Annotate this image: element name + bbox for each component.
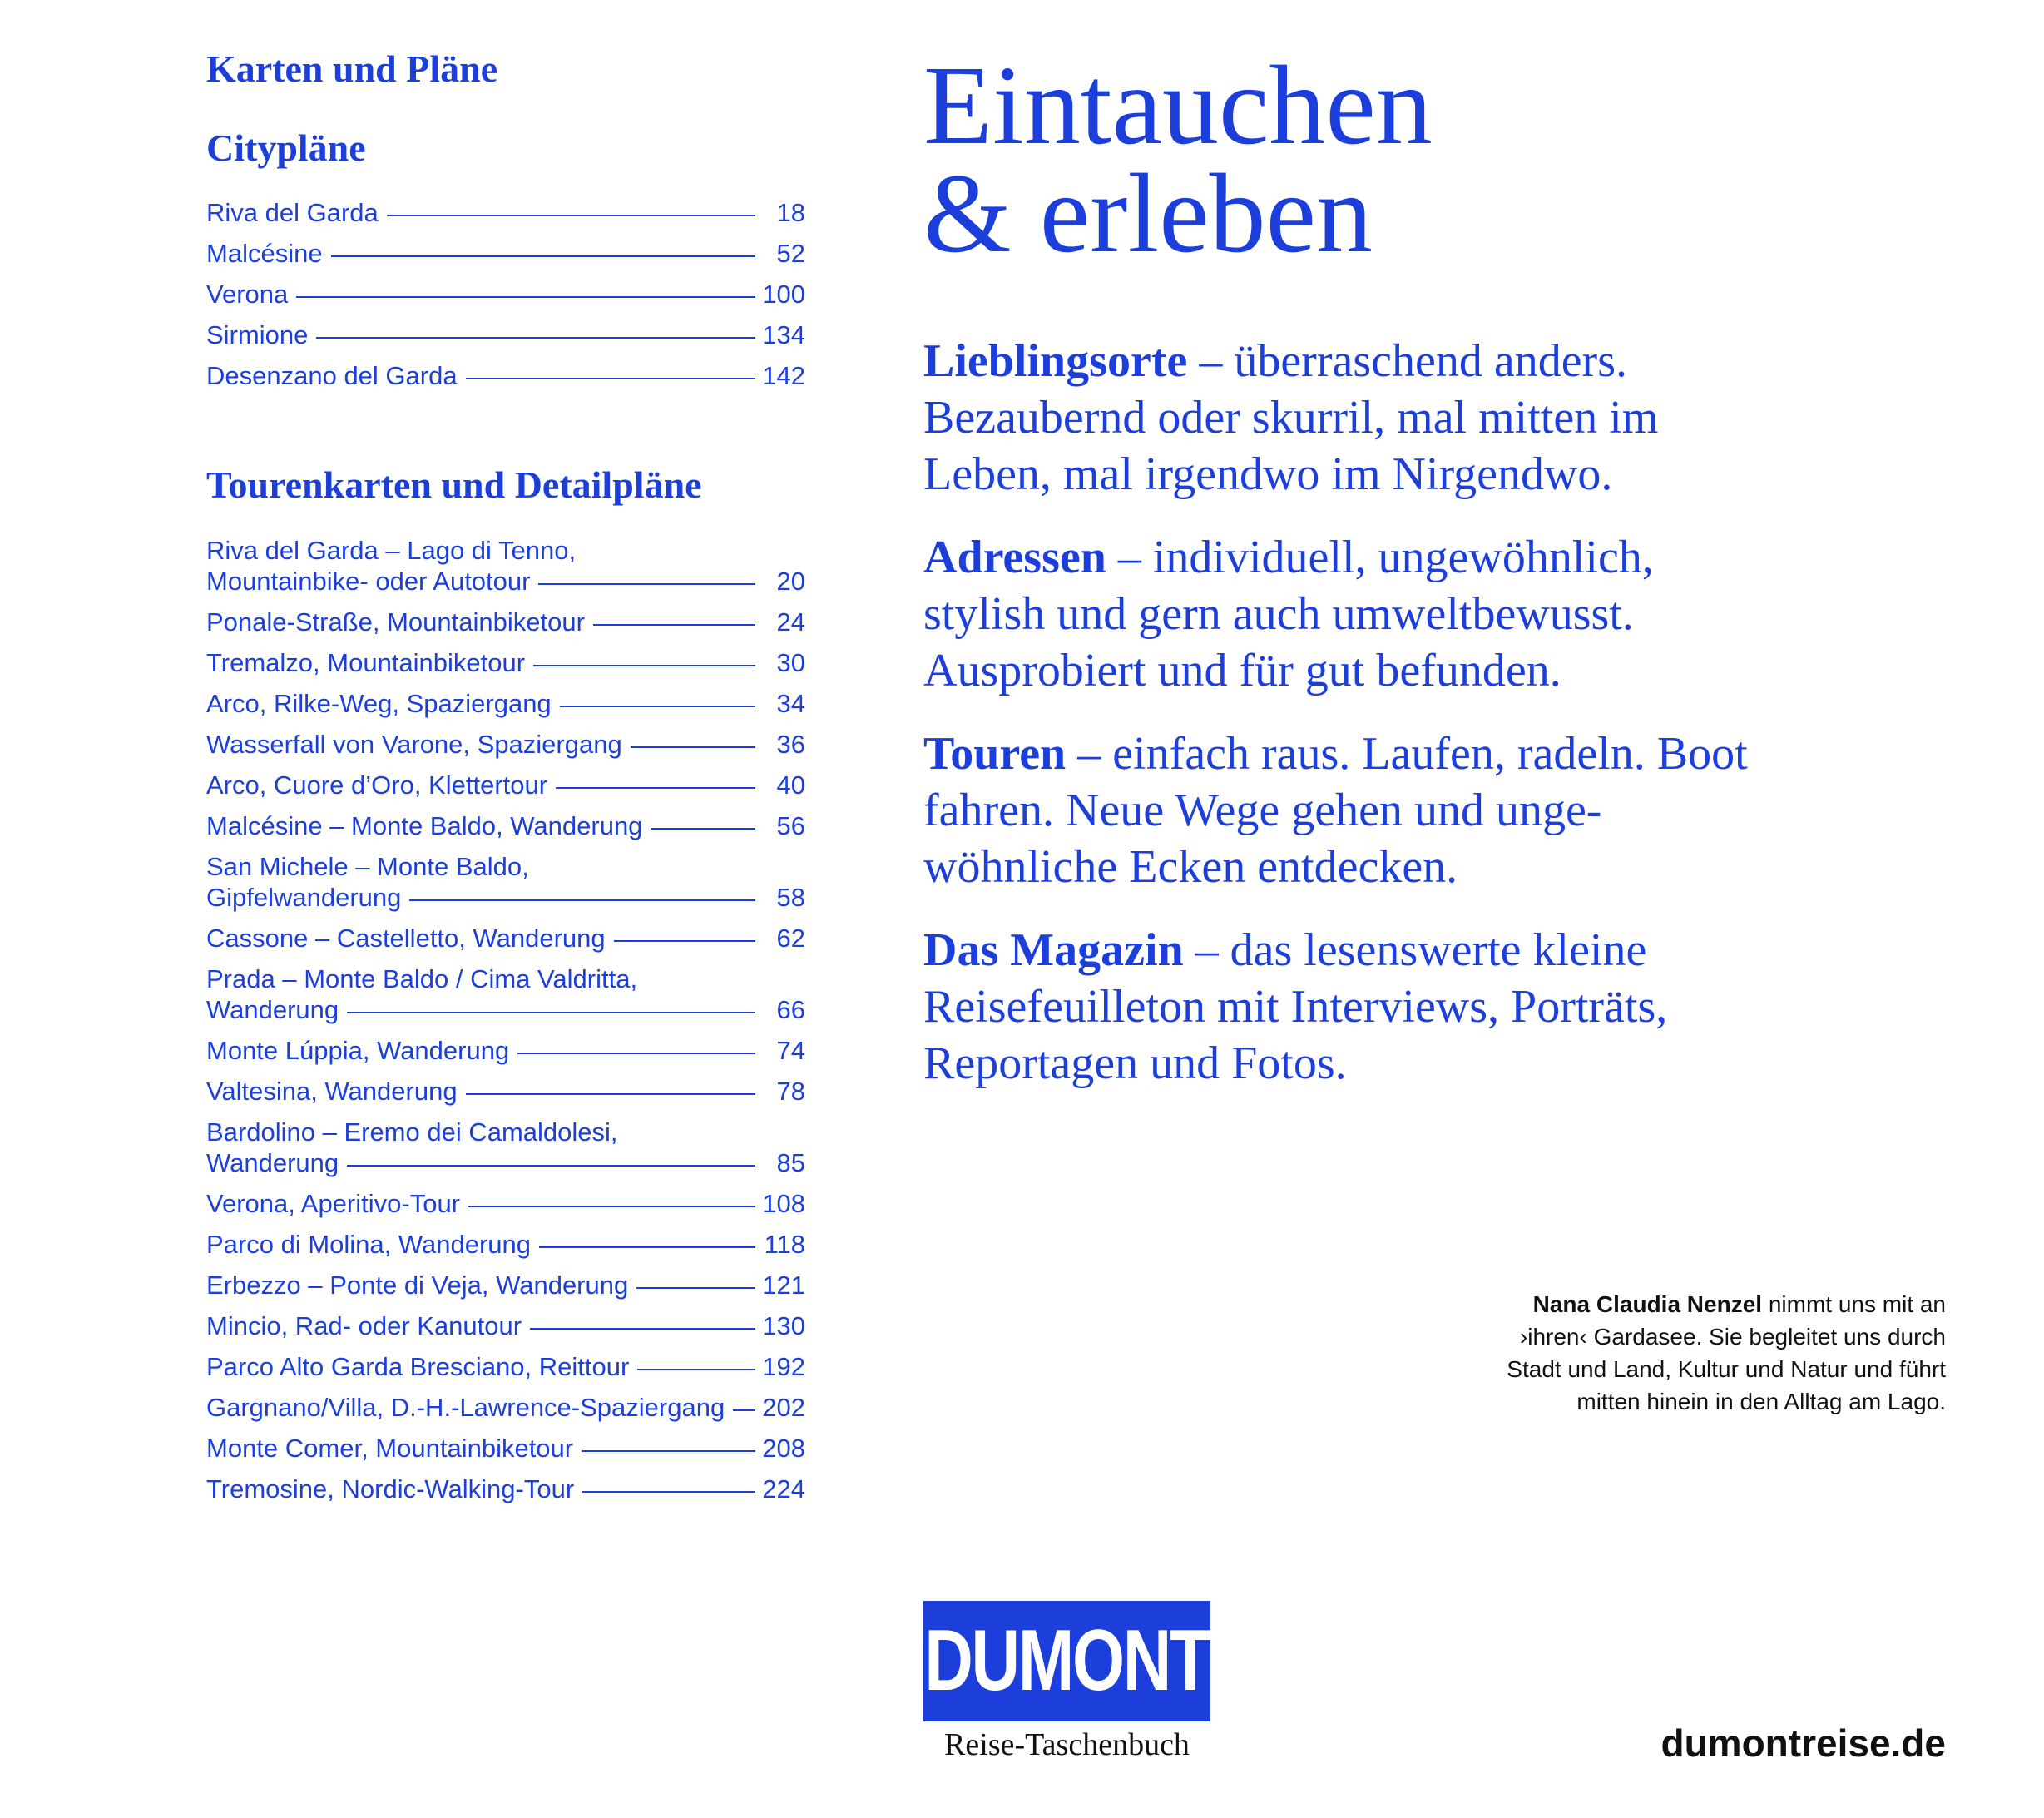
- toc-leader: [651, 828, 755, 830]
- toc-label: Desenzano del Garda: [206, 361, 458, 391]
- toc-page: 224: [762, 1474, 805, 1503]
- toc-leader: [316, 337, 755, 339]
- author-blurb-text: nimmt uns mit an ›ihren‹ Gardasee. Sie begleitet uns durch Stadt und Land, Kultur und Natur und führt mitten hinein in den Alltag am Lago.: [1507, 1291, 1946, 1414]
- toc-row: [206, 535, 805, 607]
- toc-leader: [466, 1093, 755, 1095]
- toc-page: 18: [776, 198, 805, 228]
- toc-label-first-line: Riva del Garda – Lago di Tenno,: [206, 535, 577, 565]
- toc-label: Wanderung: [206, 994, 339, 1024]
- toc-leader: [517, 1053, 755, 1054]
- toc-leader: [614, 940, 755, 942]
- feature-paragraph: [923, 529, 1755, 699]
- toc-row: [206, 923, 805, 963]
- author-name: Nana Claudia Nenzel: [1532, 1291, 1763, 1317]
- toc-row: [206, 810, 805, 851]
- author-blurb: [1480, 1288, 1946, 1418]
- toc-row: [206, 1188, 805, 1229]
- toc-page: 66: [776, 994, 805, 1024]
- feature-paragraph: [923, 922, 1755, 1092]
- tour-maps-list: [206, 535, 805, 1514]
- toc-leader: [533, 665, 755, 666]
- toc-label: Cassone – Castelletto, Wanderung: [206, 923, 606, 953]
- toc-row: [206, 320, 805, 360]
- toc-page: 78: [776, 1076, 805, 1106]
- toc-label: Wanderung: [206, 1147, 339, 1177]
- feature-keyword: Adressen: [923, 532, 1106, 583]
- toc-leader: [593, 624, 755, 626]
- website-url: dumontreise.de: [1660, 1721, 1946, 1765]
- toc-row: [206, 279, 805, 320]
- toc-leader: [387, 215, 755, 216]
- toc-leader: [468, 1206, 755, 1207]
- toc-row: [206, 647, 805, 688]
- publisher-logo: [923, 1601, 1210, 1763]
- tour-maps-heading: Tourenkarten und Detailpläne: [206, 463, 702, 507]
- toc-label: Arco, Rilke-Weg, Spaziergang: [206, 688, 552, 718]
- hero-title: [923, 43, 1755, 276]
- toc-label: Arco, Cuore d’Oro, Klettertour: [206, 770, 548, 800]
- toc-label: Verona, Aperitivo-Tour: [206, 1188, 461, 1218]
- toc-leader: [637, 1369, 755, 1370]
- toc-label-first-line: Prada – Monte Baldo / Cima Valdritta,: [206, 963, 638, 993]
- toc-row: [206, 607, 805, 647]
- feature-paragraph: [923, 726, 1755, 895]
- toc-leader: [347, 1012, 755, 1013]
- toc-page: 208: [762, 1433, 805, 1463]
- toc-row: [206, 1474, 805, 1514]
- toc-page: 40: [776, 770, 805, 800]
- toc-page: 100: [762, 280, 805, 310]
- toc-leader: [530, 1328, 755, 1330]
- toc-page: 108: [762, 1188, 805, 1218]
- toc-page: 56: [776, 810, 805, 840]
- toc-page: 118: [764, 1229, 805, 1259]
- toc-label: Tremalzo, Mountainbiketour: [206, 647, 526, 677]
- toc-row: [206, 1310, 805, 1351]
- toc-label: Valtesina, Wanderung: [206, 1076, 458, 1106]
- series-name: Reise-Taschenbuch: [944, 1727, 1190, 1762]
- toc-label: Malcésine – Monte Baldo, Wanderung: [206, 810, 643, 840]
- logo-box: [923, 1601, 1210, 1721]
- toc-page: 121: [762, 1270, 805, 1300]
- toc-leader: [296, 296, 755, 298]
- toc-label: Gipfelwanderung: [206, 882, 402, 912]
- toc-label: Monte Lúppia, Wanderung: [206, 1035, 510, 1065]
- toc-row: [206, 1270, 805, 1310]
- toc-page: 34: [776, 688, 805, 718]
- toc-page: 62: [776, 923, 805, 953]
- city-maps-heading: Citypläne: [206, 126, 366, 169]
- toc-page: 202: [762, 1392, 805, 1422]
- section-gap: [206, 401, 805, 464]
- toc-row: [206, 238, 805, 279]
- toc-label-first-line: Bardolino – Eremo dei Camaldolesi,: [206, 1117, 618, 1147]
- toc-leader: [409, 899, 755, 901]
- toc-label: Erbezzo – Ponte di Veja, Wanderung: [206, 1270, 629, 1300]
- hero-line: & erleben: [923, 151, 1373, 276]
- toc-row: [206, 1117, 805, 1188]
- toc-row: [206, 1229, 805, 1270]
- toc-page: 85: [776, 1147, 805, 1177]
- maps-title: Karten und Pläne: [206, 47, 498, 90]
- feature-text: – überraschend anders. Bezaubernd oder skurril, mal mitten im Leben, mal irgendwo im Nirgendwo.: [923, 335, 1659, 500]
- logo-wordmark: DUMONT: [924, 1612, 1210, 1709]
- toc-label: Mincio, Rad- oder Kanutour: [206, 1310, 522, 1340]
- toc-page: 134: [762, 320, 805, 350]
- toc-label: Verona: [206, 280, 289, 310]
- toc-label: Riva del Garda: [206, 198, 379, 228]
- toc-row: [206, 1433, 805, 1474]
- toc-leader: [539, 1246, 755, 1248]
- toc-leader: [331, 255, 755, 257]
- toc-leader: [347, 1165, 755, 1167]
- toc-row: [206, 1076, 805, 1117]
- toc-label: Gargnano/Villa, D.-H.-Lawrence-Spaziergang: [206, 1392, 725, 1422]
- toc-leader: [582, 1491, 755, 1493]
- toc-page: 30: [776, 647, 805, 677]
- toc-leader: [582, 1450, 755, 1452]
- toc-leader: [636, 1287, 755, 1289]
- toc-row: [206, 197, 805, 238]
- toc-column: [206, 48, 805, 1514]
- toc-label: Malcésine: [206, 239, 323, 269]
- toc-page: 142: [762, 361, 805, 391]
- feature-keyword: Touren: [923, 728, 1067, 780]
- toc-leader: [631, 746, 755, 748]
- toc-leader: [466, 378, 755, 379]
- toc-label: Sirmione: [206, 320, 309, 350]
- toc-row: [206, 688, 805, 729]
- feature-text: – individuell, ungewöhnlich, stylish und gern auch umweltbewusst. Ausprobiert und für gut befunden.: [923, 532, 1654, 696]
- toc-page: 24: [776, 607, 805, 637]
- toc-row: [206, 851, 805, 923]
- toc-label: Ponale-Straße, Mountainbiketour: [206, 607, 585, 637]
- toc-label-first-line: San Michele – Monte Baldo,: [206, 851, 529, 881]
- city-maps-list: [206, 197, 805, 401]
- toc-row: [206, 770, 805, 810]
- toc-label: Monte Comer, Mountainbiketour: [206, 1433, 574, 1463]
- feature-text: – das lesenswerte kleine Reisefeuilleton mit Interviews, Porträts, Reportagen und Fotos.: [923, 924, 1668, 1089]
- toc-leader: [556, 787, 755, 789]
- toc-label: Mountainbike- oder Autotour: [206, 566, 531, 596]
- toc-row: [206, 963, 805, 1035]
- toc-page: 192: [762, 1351, 805, 1381]
- intro-column: [923, 43, 1755, 1118]
- toc-page: 36: [776, 729, 805, 759]
- toc-row: [206, 360, 805, 401]
- toc-page: 130: [762, 1310, 805, 1340]
- toc-row: [206, 1392, 805, 1433]
- hero-line: Eintauchen: [923, 43, 1433, 168]
- toc-row: [206, 729, 805, 770]
- toc-leader: [538, 583, 755, 585]
- toc-leader: [560, 706, 755, 707]
- toc-row: [206, 1035, 805, 1076]
- toc-label: Parco Alto Garda Bresciano, Reittour: [206, 1351, 630, 1381]
- toc-label: Tremosine, Nordic-Walking-Tour: [206, 1474, 575, 1503]
- toc-leader: [733, 1409, 755, 1411]
- toc-page: 74: [776, 1035, 805, 1065]
- feature-text: – einfach raus. Laufen, radeln. Boot fahren. Neue Wege gehen und ungewöhnliche Ecken entdecken.: [923, 728, 1748, 893]
- toc-row: [206, 1351, 805, 1392]
- toc-page: 20: [776, 566, 805, 596]
- toc-page: 52: [776, 239, 805, 269]
- toc-label: Parco di Molina, Wanderung: [206, 1229, 531, 1259]
- feature-paragraph: [923, 333, 1755, 503]
- feature-keyword: Lieblingsorte: [923, 335, 1188, 387]
- toc-label: Wasserfall von Varone, Spaziergang: [206, 729, 622, 759]
- feature-keyword: Das Magazin: [923, 924, 1184, 976]
- toc-page: 58: [776, 882, 805, 912]
